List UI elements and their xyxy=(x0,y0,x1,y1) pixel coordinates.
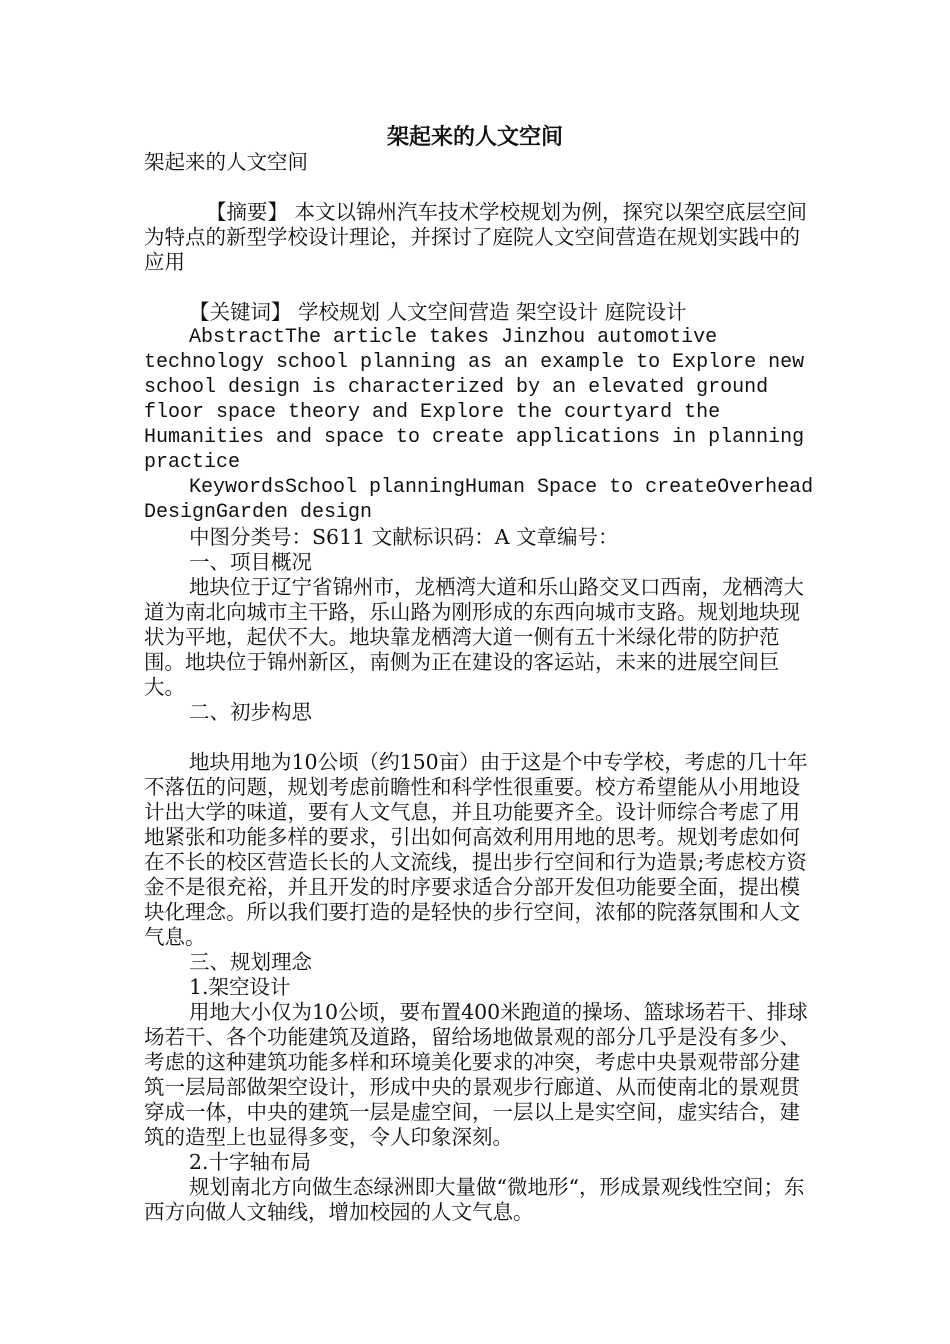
section1-body: 地块位于辽宁省锦州市，龙栖湾大道和乐山路交叉口西南，龙栖湾大道为南北向城市主干路，乐山路为刚形成的东西向城市支路。规划地块现状为平地，起伏不大。地块靠龙栖湾大道一侧有五十米绿化带的防护范围。地块位于锦州新区，南侧为正在建设的客运站，未来的进展空间巨大。 xyxy=(144,575,804,699)
section1-heading: 一、项目概况 xyxy=(189,550,312,574)
keywords-en: KeywordsSchool planningHuman Space to createOverhead DesignGarden design xyxy=(144,476,814,524)
section2-heading: 二、初步构思 xyxy=(189,700,312,724)
classification-line: 中图分类号：S611 文献标识码：A 文章编号： xyxy=(189,525,619,549)
section2-body: 地块用地为10公顷（约150亩）由于这是个中专学校，考虑的几十年不落伍的问题，规划考虑前瞻性和科学性很重要。校方希望能从小用地设计出大学的味道，要有人文气息，并且功能要齐全。设计师综合考虑了用地紧张和功能多样的要求，引出如何高效利用用地的思考。规划考虑如何在不长的校区营造长长的人文流线，提出步行空间和行为造景;考虑校方资金不是很充裕，并且开发的时序要求适合分部开发但功能要全面，提出模块化理念。所以我们要打造的是轻快的步行空间，浓郁的院落氛围和人文气息。 xyxy=(144,750,808,949)
document-subtitle: 架起来的人文空间 xyxy=(144,150,308,174)
section3-2-body: 规划南北方向做生态绿洲即大量做“微地形“，形成景观线性空间；东西方向做人文轴线，增加校园的人文气息。 xyxy=(144,1175,805,1224)
section3-1-heading: 1.架空设计 xyxy=(189,975,291,999)
section3-2-heading: 2.十字轴布局 xyxy=(189,1150,312,1174)
abstract-en: AbstractThe article takes Jinzhou automotive technology school planning as an example to Explore new school design is characterized by an elevated ground floor space theory and Explore the courtyard the Humanities and space to create applications in planning practice xyxy=(144,326,805,474)
abstract-cn: 【摘要】 本文以锦州汽车技术学校规划为例，探究以架空底层空间为特点的新型学校设计理论，并探讨了庭院人文空间营造在规划实践中的应用 xyxy=(144,200,808,274)
document-title: 架起来的人文空间 xyxy=(386,124,563,150)
keywords-cn: 【关键词】 学校规划 人文空间营造 架空设计 庭院设计 xyxy=(189,300,687,324)
section3-1-body: 用地大小仅为10公顷，要布置400米跑道的操场、篮球场若干、排球场若干、各个功能建筑及道路，留给场地做景观的部分几乎是没有多少、考虑的这种建筑功能多样和环境美化要求的冲突，考虑中央景观带部分建筑一层局部做架空设计，形成中央的景观步行廊道、从而使南北的景观贯穿成一体，中央的建筑一层是虚空间，一层以上是实空间，虚实结合，建筑的造型上也显得多变，令人印象深刻。 xyxy=(144,1000,808,1149)
document-body xyxy=(144,150,816,1225)
section3-heading: 三、规划理念 xyxy=(189,950,312,974)
